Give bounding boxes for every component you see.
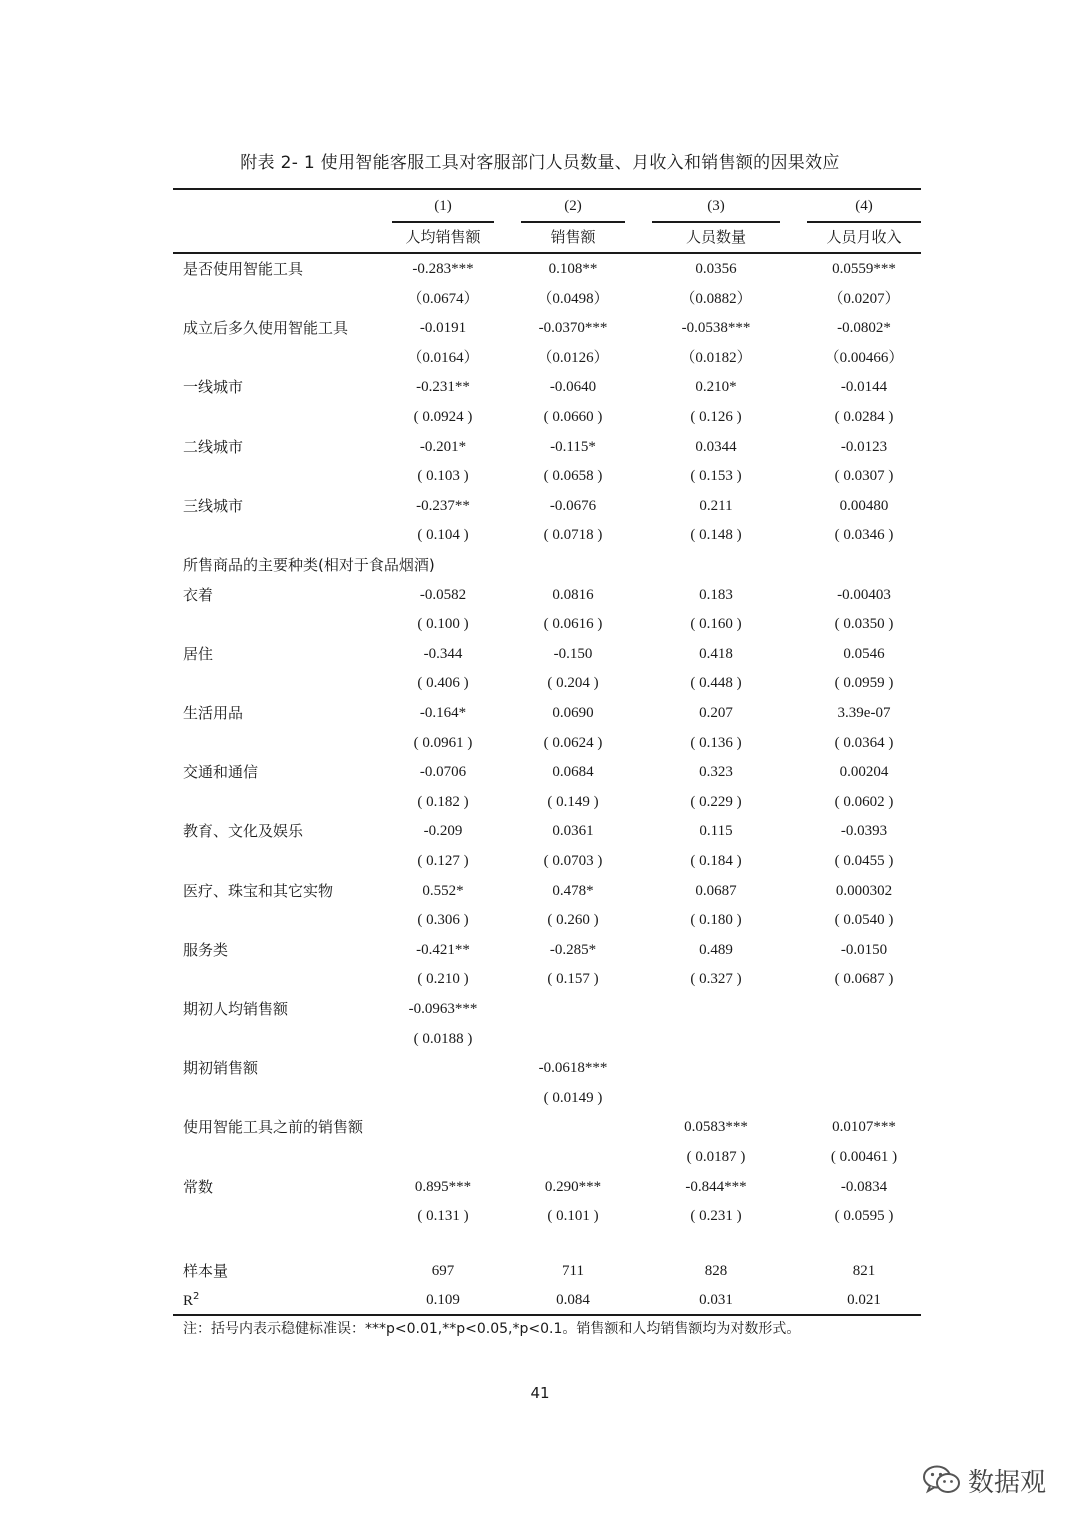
wechat-logo-icon	[922, 1463, 962, 1497]
coefficient: 0.115	[699, 823, 733, 840]
stat-value: 0.021	[847, 1292, 881, 1308]
standard-error: ( 0.0455 )	[834, 853, 894, 869]
standard-error: ( 0.127 )	[417, 853, 469, 869]
coefficient: -0.0676	[549, 497, 597, 514]
coefficient: -0.283***	[412, 261, 474, 277]
coefficient: -0.0538***	[681, 320, 751, 337]
row-label: 医疗、珠宝和其它实物	[183, 881, 334, 900]
standard-error: （0.0498）	[537, 290, 609, 307]
standard-error: ( 0.204 )	[547, 675, 599, 692]
coefficient: 0.0356	[695, 261, 737, 277]
coefficient: -0.844***	[685, 1178, 747, 1195]
standard-error: ( 0.327 )	[690, 971, 742, 988]
standard-error: ( 0.149 )	[547, 793, 599, 810]
coefficient: 0.0816	[552, 586, 594, 603]
column-header: 人员月收入	[826, 228, 902, 246]
row-label: 成立后多久使用智能工具	[183, 319, 349, 338]
standard-error: ( 0.103 )	[417, 468, 469, 485]
column-number: (1)	[434, 198, 452, 214]
stat-value: 0.109	[426, 1292, 460, 1308]
coefficient: 0.0583***	[684, 1119, 748, 1136]
standard-error: ( 0.0595 )	[834, 1208, 894, 1225]
row-label: 是否使用智能工具	[183, 260, 304, 278]
coefficient: 0.895***	[414, 1178, 472, 1195]
coefficient: 0.552*	[422, 882, 464, 899]
coefficient: -0.201*	[419, 438, 467, 455]
standard-error: ( 0.101 )	[547, 1208, 599, 1225]
column-number: (3)	[707, 198, 725, 214]
coefficient: 0.0344	[695, 438, 737, 455]
coefficient: -0.0144	[840, 379, 888, 396]
row-label: 所售商品的主要种类(相对于食品烟酒)	[183, 556, 435, 574]
column-number: (4)	[855, 198, 873, 214]
standard-error: ( 0.131 )	[417, 1208, 469, 1225]
standard-error: ( 0.0188 )	[413, 1030, 473, 1047]
coefficient: -0.115*	[550, 438, 596, 455]
standard-error: ( 0.0924 )	[413, 409, 473, 425]
standard-error: ( 0.153 )	[690, 468, 742, 485]
standard-error: ( 0.229 )	[690, 793, 742, 810]
coefficient: 0.418	[699, 645, 733, 662]
standard-error: ( 0.160 )	[690, 616, 742, 633]
table-title: 附表 2- 1 使用智能客服工具对客服部门人员数量、月收入和销售额的因果效应	[240, 153, 840, 173]
row-label: 三线城市	[183, 496, 244, 515]
coefficient: 0.0107***	[832, 1119, 896, 1136]
coefficient: 0.0690	[552, 705, 594, 721]
coefficient: 0.211	[699, 497, 733, 514]
coefficient: -0.0802*	[837, 320, 891, 337]
standard-error: （0.0182）	[680, 349, 752, 366]
standard-error: ( 0.448 )	[690, 675, 742, 692]
column-header: 人员数量	[685, 228, 747, 246]
row-label: 期初销售额	[183, 1059, 259, 1078]
standard-error: ( 0.0687 )	[834, 971, 894, 988]
coefficient: 0.00480	[839, 497, 889, 514]
coefficient: -0.0582	[419, 586, 467, 603]
standard-error: （0.0882）	[680, 290, 752, 307]
coefficient: 0.489	[699, 941, 733, 958]
row-label: 衣着	[183, 585, 214, 604]
coefficient: -0.0834	[840, 1178, 888, 1195]
stat-value: 828	[704, 1263, 728, 1279]
standard-error: ( 0.104 )	[417, 527, 469, 544]
coefficient: -0.0640	[549, 379, 597, 396]
standard-error: ( 0.210 )	[417, 971, 469, 988]
standard-error: ( 0.306 )	[417, 912, 469, 929]
coefficient: 0.00204	[839, 764, 889, 781]
standard-error: ( 0.260 )	[547, 912, 599, 929]
stat-label-superscript: 2	[193, 1291, 200, 1302]
row-label: 期初人均销售额	[183, 1000, 289, 1018]
standard-error: ( 0.406 )	[417, 675, 469, 692]
coefficient: -0.209	[423, 823, 463, 840]
coefficient: 0.290***	[544, 1178, 602, 1195]
standard-error: ( 0.0961 )	[413, 734, 473, 751]
standard-error: ( 0.148 )	[690, 527, 742, 544]
stat-label	[183, 1285, 199, 1315]
coefficient: -0.237**	[416, 497, 470, 514]
standard-error: （0.0674）	[407, 290, 479, 307]
coefficient: 0.0546	[843, 645, 885, 662]
standard-error: （0.00466）	[824, 349, 904, 366]
standard-error: （0.0207）	[828, 290, 900, 307]
coefficient: 0.183	[699, 586, 733, 603]
row-label: 服务类	[183, 940, 229, 959]
column-header: 销售额	[550, 228, 596, 246]
standard-error: ( 0.0307 )	[834, 468, 894, 485]
standard-error: ( 0.136 )	[690, 734, 742, 751]
standard-error: ( 0.0658 )	[543, 468, 603, 485]
row-label: 生活用品	[183, 704, 244, 722]
standard-error: ( 0.0602 )	[834, 793, 894, 810]
stat-value: 0.031	[699, 1292, 733, 1308]
coefficient: -0.0370***	[538, 320, 608, 337]
standard-error: ( 0.0616 )	[543, 616, 603, 633]
stat-value: 821	[852, 1263, 876, 1279]
coefficient: -0.231**	[416, 379, 470, 396]
standard-error: ( 0.126 )	[690, 409, 742, 425]
coefficient: -0.164*	[419, 705, 467, 721]
coefficient: 0.0559***	[832, 261, 896, 277]
bottom-rule	[173, 1314, 921, 1316]
coefficient: -0.0191	[419, 320, 467, 337]
coefficient: 0.210*	[695, 379, 737, 396]
row-label: 居住	[183, 644, 214, 663]
standard-error: ( 0.0187 )	[686, 1149, 746, 1165]
table-note: 注：括号内表示稳健标准误：***p<0.01,**p<0.05,*p<0.1。销售额和人均销售额均为对数形式。	[183, 1321, 801, 1337]
standard-error: ( 0.0660 )	[543, 409, 603, 425]
standard-error: ( 0.182 )	[417, 793, 469, 810]
coefficient: 0.0687	[695, 882, 737, 899]
coefficient: -0.150	[553, 645, 593, 662]
row-label: 使用智能工具之前的销售额	[183, 1118, 364, 1137]
coefficient: 0.0361	[552, 823, 594, 840]
watermark	[922, 1458, 1046, 1502]
row-label: 常数	[183, 1177, 214, 1196]
standard-error: ( 0.0149 )	[543, 1089, 603, 1106]
standard-error: ( 0.0703 )	[543, 853, 603, 869]
stat-value: 0.084	[556, 1292, 590, 1308]
coefficient: -0.0393	[840, 823, 888, 840]
coefficient: -0.00403	[837, 586, 891, 603]
column-header: 人均销售额	[405, 228, 481, 246]
standard-error: ( 0.0624 )	[543, 734, 603, 751]
standard-error: ( 0.00461 )	[830, 1149, 898, 1165]
standard-error: ( 0.0959 )	[834, 675, 894, 692]
coefficient: 3.39e-07	[837, 705, 891, 721]
coefficient: 0.000302	[835, 882, 893, 899]
coefficient: -0.421**	[416, 941, 470, 958]
coefficient: 0.108**	[548, 261, 598, 277]
coefficient: 0.323	[699, 764, 733, 781]
stat-value: 711	[562, 1263, 584, 1279]
standard-error: ( 0.0364 )	[834, 734, 894, 751]
standard-error: ( 0.0346 )	[834, 527, 894, 544]
coefficient: -0.0963***	[408, 1001, 478, 1017]
row-label: 交通和通信	[183, 763, 259, 782]
coefficient: 0.478*	[552, 882, 594, 899]
standard-error: ( 0.231 )	[690, 1208, 742, 1225]
standard-error: ( 0.157 )	[547, 971, 599, 988]
row-label: 二线城市	[183, 437, 244, 456]
stat-label: 样本量	[183, 1262, 229, 1280]
coefficient: 0.0684	[552, 764, 594, 781]
watermark-text: 数据观	[968, 1467, 1047, 1498]
standard-error: ( 0.0718 )	[543, 527, 603, 544]
standard-error: ( 0.0284 )	[834, 409, 894, 425]
standard-error: ( 0.0540 )	[834, 912, 894, 929]
coefficient: -0.0123	[840, 438, 888, 455]
row-label: 一线城市	[183, 378, 244, 397]
standard-error: ( 0.0350 )	[834, 616, 894, 633]
top-rule	[173, 188, 921, 190]
column-number: (2)	[564, 198, 582, 214]
standard-error: ( 0.100 )	[417, 616, 469, 633]
standard-error: （0.0126）	[537, 349, 609, 366]
standard-error: （0.0164）	[407, 349, 479, 366]
coefficient: -0.0150	[840, 941, 888, 958]
standard-error: ( 0.180 )	[690, 912, 742, 929]
coefficient: -0.285*	[549, 941, 597, 958]
stat-value: 697	[431, 1263, 455, 1279]
page-number: 41	[530, 1384, 550, 1402]
coefficient: -0.0706	[419, 764, 467, 781]
coefficient: -0.344	[423, 645, 463, 662]
coefficient: -0.0618***	[538, 1060, 608, 1077]
stat-label-text: R	[183, 1293, 194, 1309]
row-label: 教育、文化及娱乐	[183, 822, 304, 841]
coefficient: 0.207	[699, 705, 733, 721]
standard-error: ( 0.184 )	[690, 853, 742, 869]
